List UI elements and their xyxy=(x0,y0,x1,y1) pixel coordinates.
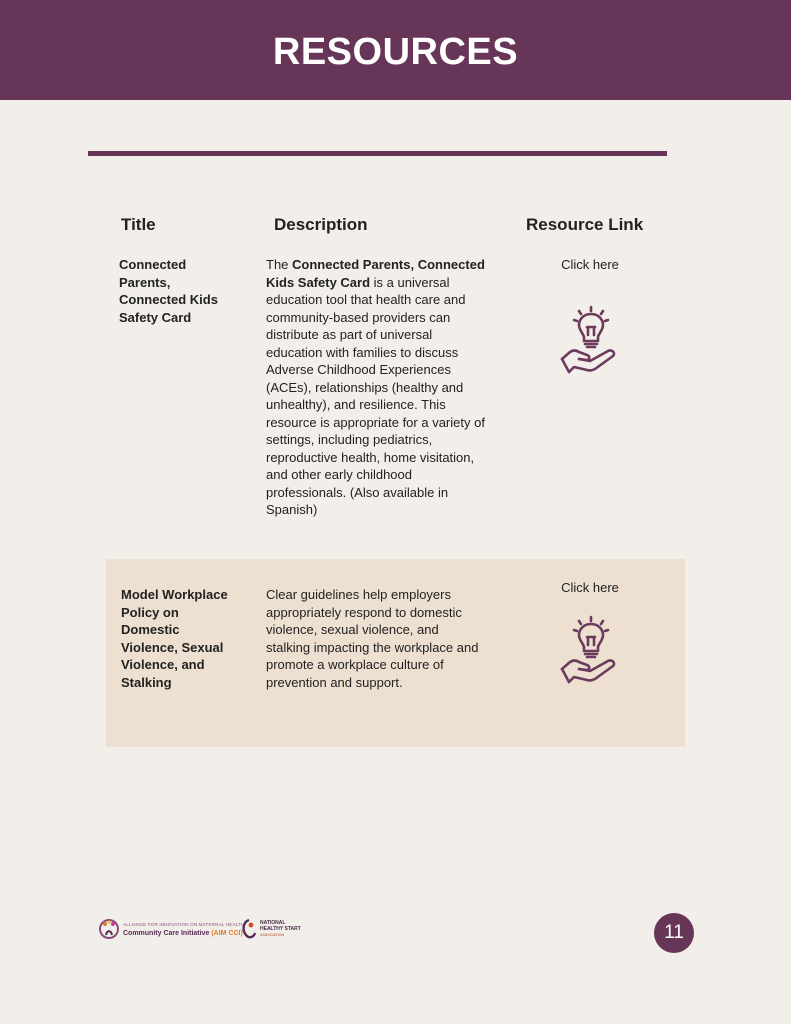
aim-cci-logo xyxy=(98,918,244,940)
title-line: Connected xyxy=(119,257,187,272)
title-line: Domestic xyxy=(121,622,180,637)
description-line: resource is appropriate for a variety of xyxy=(266,414,485,430)
page-title: RESOURCES xyxy=(272,31,519,73)
nhsa-line1: NATIONAL xyxy=(260,920,286,926)
row-1-title xyxy=(119,256,218,326)
aim-cci-mark-icon xyxy=(98,918,120,940)
title-line: Parents, xyxy=(119,274,171,290)
description-line: education tool that health care and xyxy=(266,292,466,307)
description-line: stalking impacting the workplace and xyxy=(266,639,479,655)
description-line: Adverse Childhood Experiences xyxy=(266,362,451,377)
aim-cci-line1: ALLIANCE FOR INNOVATION ON MATERNAL HEALTH xyxy=(123,922,245,927)
divider-rule xyxy=(88,151,667,156)
description-line: Clear guidelines help employers xyxy=(266,587,451,602)
page-number: 11 xyxy=(654,913,694,953)
title-line: Stalking xyxy=(121,674,172,690)
description-line: and other early childhood xyxy=(266,467,412,482)
column-header-resource-link: Resource Link xyxy=(526,215,644,234)
nhsa-mark-icon xyxy=(241,918,257,940)
row-2-description xyxy=(266,586,494,691)
title-line: Violence, and xyxy=(121,657,205,672)
nhsa-line2: HEALTHY START xyxy=(260,926,301,932)
nhsa-text xyxy=(260,920,301,938)
aim-cci-text xyxy=(123,920,244,938)
row-1-description xyxy=(266,256,494,519)
column-header-title: Title xyxy=(121,215,156,234)
description-bold: Connected Parents, Connected Kids Safety Card xyxy=(266,257,485,290)
footer-logos xyxy=(98,918,308,944)
aim-cci-name: Community Care Initiative xyxy=(123,930,210,937)
column-header-description: Description xyxy=(274,215,368,234)
title-line: Policy on xyxy=(121,604,179,620)
description-line: promote a workplace culture of xyxy=(266,657,444,672)
description-line: settings, including pediatrics, xyxy=(266,432,433,447)
nhsa-line3: ASSOCIATION xyxy=(260,933,285,937)
title-line: Safety Card xyxy=(119,309,192,325)
description-line: professionals. (Also available in xyxy=(266,484,449,500)
aim-cci-accent: (AIM CCI) xyxy=(211,930,243,937)
description-text: is a universal xyxy=(373,274,450,290)
nhsa-logo xyxy=(241,918,301,940)
row-2-title xyxy=(121,586,228,691)
description-line: distribute as part of universal xyxy=(266,327,433,342)
row-1-click-here-link[interactable]: Click here xyxy=(561,257,619,272)
description-line: The Connected Parents, Connected Kids Safety Card is a universal xyxy=(266,257,485,290)
description-line: prevention and support. xyxy=(266,674,403,690)
aim-cci-line2 xyxy=(123,929,244,938)
lightbulb-hand-icon[interactable] xyxy=(560,305,620,375)
header-banner xyxy=(0,0,791,100)
description-line: community-based providers can xyxy=(266,309,451,325)
lightbulb-hand-icon[interactable] xyxy=(560,615,620,685)
title-line: Violence, Sexual xyxy=(121,639,224,655)
description-line: violence, sexual violence, and xyxy=(266,622,439,637)
title-line: Connected Kids xyxy=(119,292,218,307)
description-line: (ACEs), relationships (healthy and xyxy=(266,379,464,395)
description-line: unhealthy), and resilience. This xyxy=(266,397,446,412)
description-line: appropriately respond to domestic xyxy=(266,604,462,620)
description-line: reproductive health, home visitation, xyxy=(266,449,475,465)
row-2-click-here-link[interactable]: Click here xyxy=(561,580,619,595)
title-line: Model Workplace xyxy=(121,587,228,602)
description-line: Spanish) xyxy=(266,502,318,517)
description-line: education with families to discuss xyxy=(266,344,459,360)
